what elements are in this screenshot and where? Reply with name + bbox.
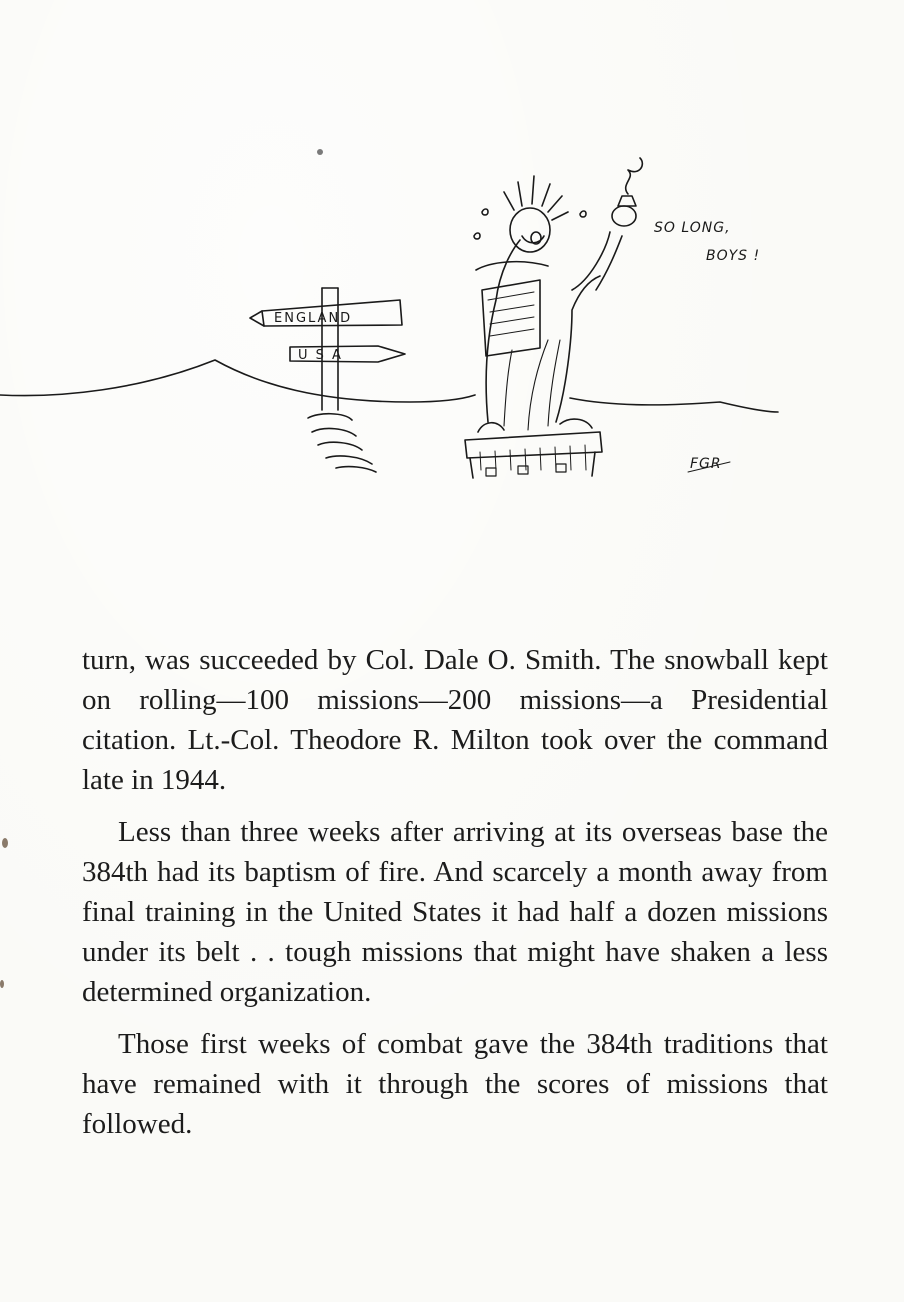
cartoon-illustration	[0, 140, 904, 500]
paper-speck	[317, 149, 323, 155]
statue-of-liberty	[465, 158, 642, 478]
paragraph-1: turn, was succeeded by Col. Dale O. Smith. The snowball kept on rolling—100 missions—200 missions—a Presidential citation. Lt.-Col. Theodore R. Milton took over the command late in 1944.	[82, 644, 828, 796]
binding-hole-mark	[2, 838, 8, 848]
ocean-horizon-left	[0, 360, 475, 402]
speech-line-2: BOYS !	[706, 248, 761, 264]
ocean-horizon-right	[570, 398, 778, 412]
sign-usa-label: U S A	[298, 348, 343, 363]
sign-england-label: ENGLAND	[274, 311, 353, 326]
paragraph-3: Those first weeks of combat gave the 384th traditions that have remained with it through the scores of missions that followed.	[82, 1028, 828, 1140]
artist-signature: FGR	[690, 456, 722, 472]
speech-line-1: SO LONG,	[654, 220, 731, 236]
paragraph-2: Less than three weeks after arriving at its overseas base the 384th had its baptism of fire. And scarcely a month away from final training in the United States it had half a dozen missions under its belt . . tough missions that might have shaken a less determined organization.	[82, 816, 828, 1008]
binding-hole-mark	[0, 980, 4, 988]
body-text	[82, 640, 828, 1144]
signpost	[250, 288, 405, 472]
